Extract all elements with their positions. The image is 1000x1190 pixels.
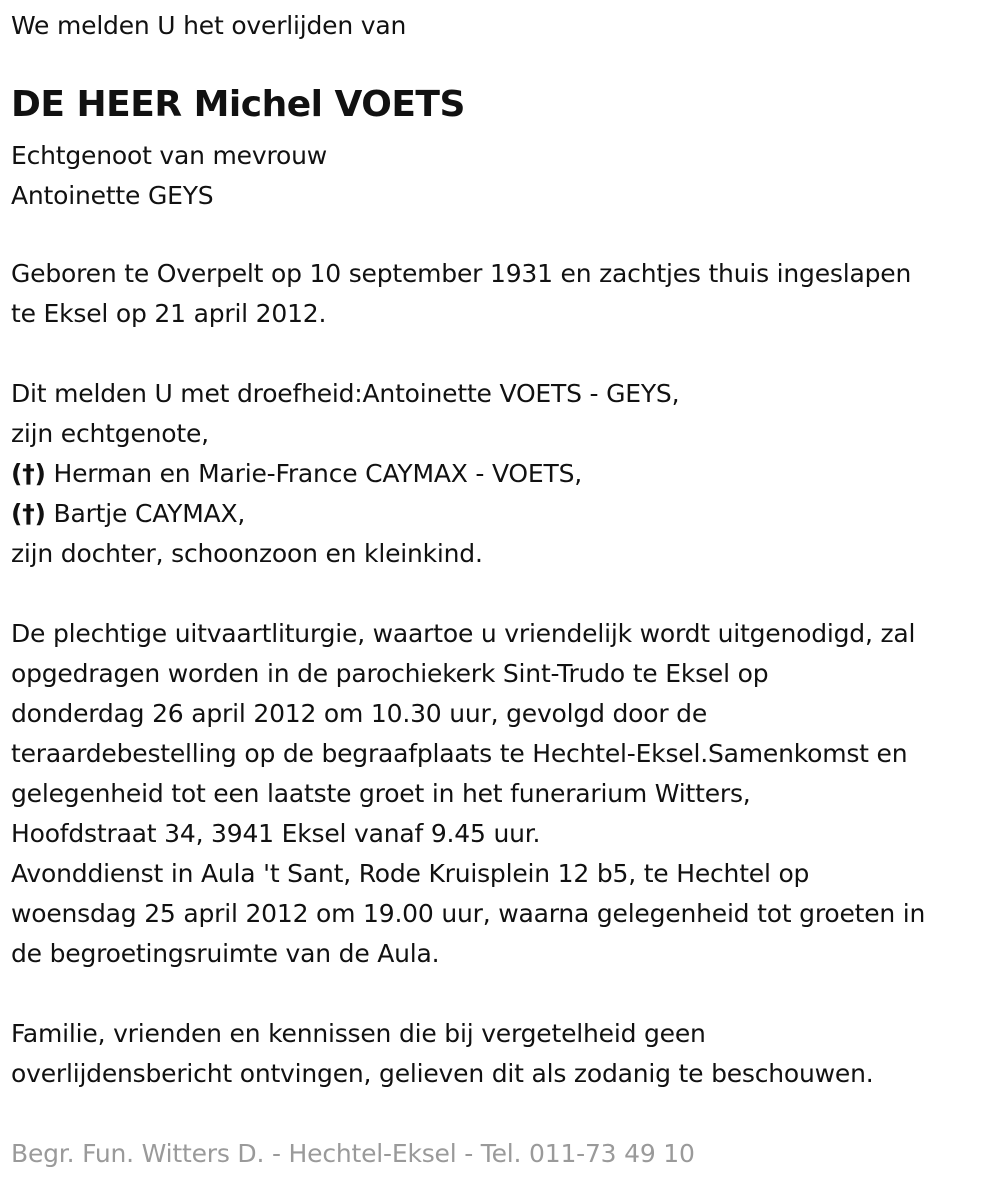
funeral-line: woensdag 25 april 2012 om 19.00 uur, waarna gelegenheid tot groeten in <box>11 899 926 928</box>
birth-death-line: te Eksel op 21 april 2012. <box>11 299 327 328</box>
family-line-deceased <box>11 454 679 494</box>
funeral-block <box>11 614 925 974</box>
funeral-line: Avonddienst in Aula 't Sant, Rode Kruisplein 12 b5, te Hechtel op <box>11 859 810 888</box>
funeral-home-footer: Begr. Fun. Witters D. - Hechtel-Eksel - Tel. 011-73 49 10 <box>11 1139 695 1168</box>
cross-icon: (†) <box>11 499 46 528</box>
funeral-line: de begroetingsruimte van de Aula. <box>11 939 440 968</box>
funeral-line: De plechtige uitvaartliturgie, waartoe u vriendelijk wordt uitgenodigd, zal <box>11 619 916 648</box>
family-line: zijn dochter, schoonzoon en kleinkind. <box>11 539 483 568</box>
birth-death-line: Geboren te Overpelt op 10 september 1931 en zachtjes thuis ingeslapen <box>11 259 912 288</box>
family-line-deceased <box>11 494 679 534</box>
family-block <box>11 374 679 574</box>
notice-line: overlijdensbericht ontvingen, gelieven dit als zodanig te beschouwen. <box>11 1059 874 1088</box>
funeral-line: Hoofdstraat 34, 3941 Eksel vanaf 9.45 uur. <box>11 819 541 848</box>
family-line: Dit melden U met droefheid:Antoinette VOETS - GEYS, <box>11 379 680 408</box>
birth-death-block <box>11 254 911 334</box>
funeral-line: gelegenheid tot een laatste groet in het funerarium Witters, <box>11 779 751 808</box>
family-member: Herman en Marie-France CAYMAX - VOETS, <box>53 459 582 488</box>
funeral-line: teraardebestelling op de begraafplaats te Hechtel-Eksel.Samenkomst en <box>11 739 908 768</box>
spouse-name: Antoinette GEYS <box>11 181 214 210</box>
cross-icon: (†) <box>11 459 46 488</box>
deceased-name: DE HEER Michel VOETS <box>11 84 465 125</box>
family-line: zijn echtgenote, <box>11 419 209 448</box>
funeral-line: donderdag 26 april 2012 om 10.30 uur, gevolgd door de <box>11 699 708 728</box>
intro-text: We melden U het overlijden van <box>11 11 407 40</box>
funeral-line: opgedragen worden in de parochiekerk Sint-Trudo te Eksel op <box>11 659 769 688</box>
notice-line: Familie, vrienden en kennissen die bij vergetelheid geen <box>11 1019 706 1048</box>
family-member: Bartje CAYMAX, <box>53 499 246 528</box>
spouse-block <box>11 136 327 216</box>
notice-block <box>11 1014 874 1094</box>
spouse-line: Echtgenoot van mevrouw <box>11 141 327 170</box>
